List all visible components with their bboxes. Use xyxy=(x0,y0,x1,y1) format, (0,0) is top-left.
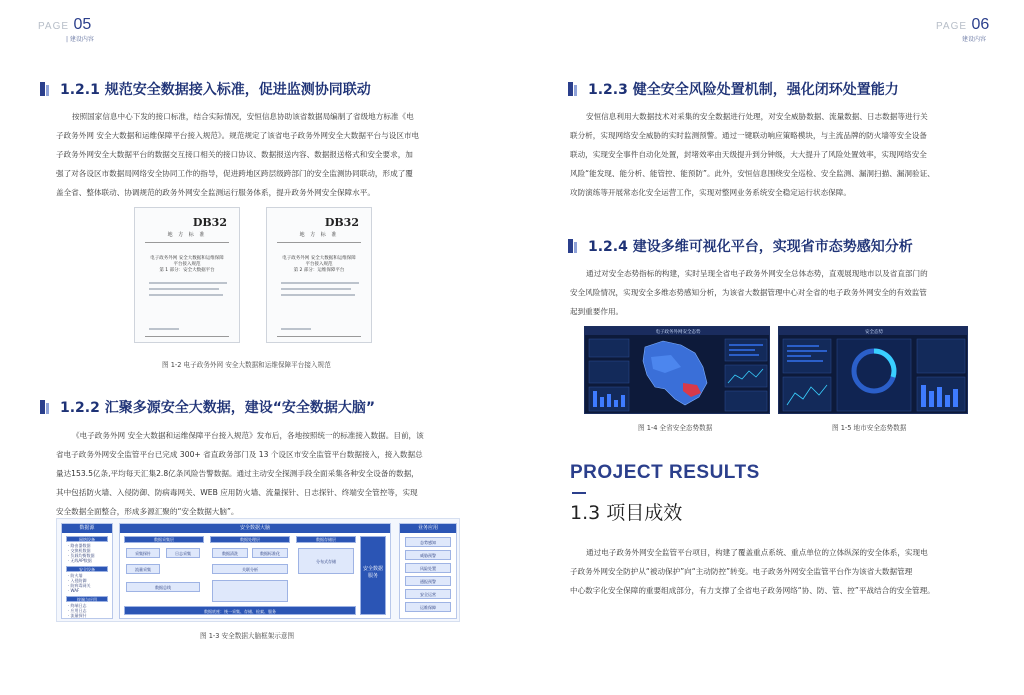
heading-marker-icon xyxy=(568,239,578,253)
text-line: 通过对安全态势指标的构建，实时呈现全省电子政务外网安全总体态势，直观展现地市以及省直部门的 xyxy=(586,269,928,278)
text-line: 强了对各设区市数据局网络安全协同工作的指导，促进跨地区跨层级跨部门的安全监测协同联动，形成了覆 xyxy=(56,169,413,178)
doc-title-line: 第 2 部分：运维保障平台 xyxy=(293,268,345,273)
group-item: · 流量探针 xyxy=(68,613,87,618)
diagram-block: 数据清洗 xyxy=(212,548,248,558)
right-page-number xyxy=(936,16,989,34)
diagram-block: 通报预警 xyxy=(405,576,451,586)
text-line: 子政务外网安全大数据平台的数据交互接口相关的接口协议、数据报送内容、数据报送格式和安全要求，加 xyxy=(56,150,413,159)
diagram-block: 运维保障 xyxy=(405,602,451,612)
text-line: 联分析，实现网络安全威胁的实时监测预警。通过一键联动响应策略模块，与主流品牌的防火墙等安全设备 xyxy=(570,131,927,140)
text-line: 中心数字化安全保障的重要组成部分，有力支撑了全省电子政务网络“协、防、管、控”平战结合的安全管理。 xyxy=(570,586,935,595)
standard-document-image-1 xyxy=(134,207,240,343)
diagram-block: 分布式存储 xyxy=(298,548,354,574)
page-number: 05 xyxy=(73,16,92,33)
province-security-dashboard-image xyxy=(584,326,770,414)
title-divider xyxy=(572,492,586,494)
doc-code: DB32 xyxy=(324,216,359,229)
diagram-block: 流量采集 xyxy=(126,564,160,574)
doc-title-line: 第 1 部分：安全大数据平台 xyxy=(159,268,215,273)
doc-header: 地 方 标 准 xyxy=(299,232,339,238)
group-title: 网络设备 xyxy=(66,536,108,542)
group-item: · 入侵防御 xyxy=(68,578,87,583)
page-subtitle: | 建设内容 xyxy=(66,36,94,43)
section-1-2-4-text xyxy=(570,264,980,321)
group-title: 安全设备 xyxy=(66,566,108,572)
group-item: · 无线AP数据 xyxy=(68,558,92,563)
text-line: 安恒信息利用大数据技术对采集的安全数据进行处理，对安全威胁数据、流量数据、日志数据等进行关 xyxy=(586,112,928,121)
diagram-bottom-label: 数据底座：统一采集、存储、检索、服务 xyxy=(124,606,356,615)
text-line: 省电子政务外网安全监管平台已完成 300+ 省直政务部门及 13 个设区市安全监管平台数据接入，接入数据总 xyxy=(56,450,423,459)
diagram-side-label: 安全数据服务 xyxy=(360,536,386,615)
page-label: PAGE xyxy=(936,21,968,32)
diagram-block: 日志采集 xyxy=(166,548,200,558)
text-line: 风险“能发现、能分析、能管控、能预防”。此外，安恒信息围绕安全巡检、安全监测、漏洞扫描、漏洞验证、 xyxy=(570,169,935,178)
text-line: 《电子政务外网 安全大数据和运维保障平台接入规范》发布后，各地按照统一的标准接入数据。目前，该 xyxy=(72,431,424,440)
page-label: PAGE xyxy=(38,21,70,32)
heading-text: 1.2.1 规范安全数据接入标准，促进监测协同联动 xyxy=(60,82,371,98)
text-line: 子政务外网 安全大数据和运维保障平台接入规范》。规范规定了该省电子政务外网安全大数据平台与设区市电 xyxy=(56,131,420,140)
text-line: 联动，实现安全事件自动化处置，封堵效率由天级提升到分钟级，大大提升了风险处置效率，实现网络安全 xyxy=(570,150,927,159)
text-line: 安全风险情况，实现安全多维态势感知分析，为该省大数据管理中心对全省的电子政务外网安全的有效监管 xyxy=(570,288,927,297)
dashboard-graphic xyxy=(779,327,968,414)
text-line: 安全数据全面整合，形成多源汇聚的“安全数据大脑”。 xyxy=(56,507,239,516)
diagram-block: 风险处置 xyxy=(405,563,451,573)
left-page-number xyxy=(38,16,91,34)
doc-title-line: 平台接入规范 xyxy=(305,262,333,267)
section-1-2-2-text xyxy=(56,426,460,521)
text-line: 量达153.5亿条,平均每天汇集2.8亿条风险告警数据。通过主动安全探测手段全面采集各种安全设备的数据， xyxy=(56,469,419,478)
heading-text: 1.2.3 健全安全风险处置机制，强化闭环处置能力 xyxy=(588,82,899,98)
text-line: 子政务外网安全防护从“被动保护”向“主动防控”转变。电子政务外网安全监管平台作为该省大数据管理 xyxy=(570,567,913,576)
figure-caption-1-5: 图 1-5 地市安全态势数据 xyxy=(832,424,907,432)
project-results-title: PROJECT RESULTS xyxy=(570,462,760,483)
column-title: 业务应用 xyxy=(400,524,456,533)
group-item: · 路由器数据 xyxy=(68,543,91,548)
dashboard-graphic xyxy=(585,327,770,414)
text-line: 攻防演练等开展常态化安全运营工作，实现对整网业务系统安全稳定运行状态保障。 xyxy=(570,188,851,197)
group-item: · 应用日志 xyxy=(68,608,87,613)
column-title: 安全数据大脑 xyxy=(120,524,390,533)
section-heading-1-2-2 xyxy=(40,397,375,417)
group-item: · 终端日志 xyxy=(68,603,87,608)
text-line: 通过电子政务外网安全监管平台项目，构建了覆盖重点系统、重点单位的立体纵深的安全体系，实现电 xyxy=(586,548,928,557)
group-item: · 防病毒网关 xyxy=(68,583,91,588)
security-data-brain-column xyxy=(119,523,391,619)
diagram-block: 关联分析 xyxy=(212,564,288,574)
project-results-text xyxy=(570,543,982,600)
section-heading-1-2-3 xyxy=(568,79,899,99)
page-subtitle: 建设内容 xyxy=(962,36,987,43)
heading-text: 1.2.2 汇聚多源安全大数据，建设“安全数据大脑” xyxy=(60,400,376,416)
section-heading-1-2-4 xyxy=(568,236,913,256)
doc-header: 地 方 标 准 xyxy=(167,232,207,238)
project-results-subtitle: 1.3 项目成效 xyxy=(570,502,683,524)
heading-text: 1.2.4 建设多维可视化平台，实现省市态势感知分析 xyxy=(588,239,913,255)
panel-title: 数据采集层 xyxy=(124,536,204,543)
group-item: · 防火墙 xyxy=(68,573,83,578)
standard-document-image-2 xyxy=(266,207,372,343)
text-line: 盖全省、整体联动、协调规范的政务外网安全监测运行服务体系，提升政务外网安全保障水平。 xyxy=(56,188,375,197)
diagram-block: 态势感知 xyxy=(405,537,451,547)
text-line: 按照国家信息中心下发的接口标准，结合实际情况，安恒信息协助该省数据局编制了省级地方标准《电 xyxy=(72,112,414,121)
figure-caption-1-2: 图 1-2 电子政务外网 安全大数据和运维保障平台接入规范 xyxy=(162,361,331,369)
diagram-block: 数据标准化 xyxy=(252,548,288,558)
column-title: 数据源 xyxy=(62,524,112,533)
heading-marker-icon xyxy=(40,82,50,96)
text-line: 起到重要作用。 xyxy=(570,307,624,316)
city-security-dashboard-image xyxy=(778,326,968,414)
group-item: · 交换机数据 xyxy=(68,548,91,553)
panel-title: 数据处理层 xyxy=(210,536,290,543)
group-item: · 负载均衡数据 xyxy=(68,553,95,558)
section-1-2-1-text xyxy=(56,107,460,202)
doc-title-line: 电子政务外网 安全大数据和运维保障 xyxy=(282,256,356,261)
section-1-2-3-text xyxy=(570,107,980,202)
figure-caption-1-3: 图 1-3 安全数据大脑框架示意图 xyxy=(200,632,295,640)
panel-title: 数据存储层 xyxy=(296,536,356,543)
group-title: 终端与应用 xyxy=(66,596,108,602)
doc-title-line: 平台接入规范 xyxy=(173,262,201,267)
doc-code: DB32 xyxy=(192,216,227,229)
diagram-block: 威胁预警 xyxy=(405,550,451,560)
section-heading-1-2-1 xyxy=(40,79,371,99)
security-data-brain-diagram xyxy=(56,518,460,622)
business-application-column xyxy=(399,523,457,619)
figure-caption-1-4: 图 1-4 全省安全态势数据 xyxy=(638,424,713,432)
diagram-list-block xyxy=(212,580,288,602)
diagram-block: 安全运营 xyxy=(405,589,451,599)
data-source-column xyxy=(61,523,113,619)
dashboard-title: 电子政务外网安全态势 xyxy=(655,330,701,335)
doc-title-line: 电子政务外网 安全大数据和运维保障 xyxy=(150,256,224,261)
dashboard-title: 安全态势 xyxy=(865,330,883,335)
heading-marker-icon xyxy=(40,400,50,414)
diagram-block: 数据总线 xyxy=(126,582,200,592)
page-number: 06 xyxy=(971,16,990,33)
heading-marker-icon xyxy=(568,82,578,96)
text-line: 其中包括防火墙、入侵防御、防病毒网关、WEB 应用防火墙、流量探针、日志探针、终端安全管控等，实现 xyxy=(56,488,418,497)
diagram-block: 采集探针 xyxy=(126,548,160,558)
group-item: · WAF xyxy=(68,588,80,593)
